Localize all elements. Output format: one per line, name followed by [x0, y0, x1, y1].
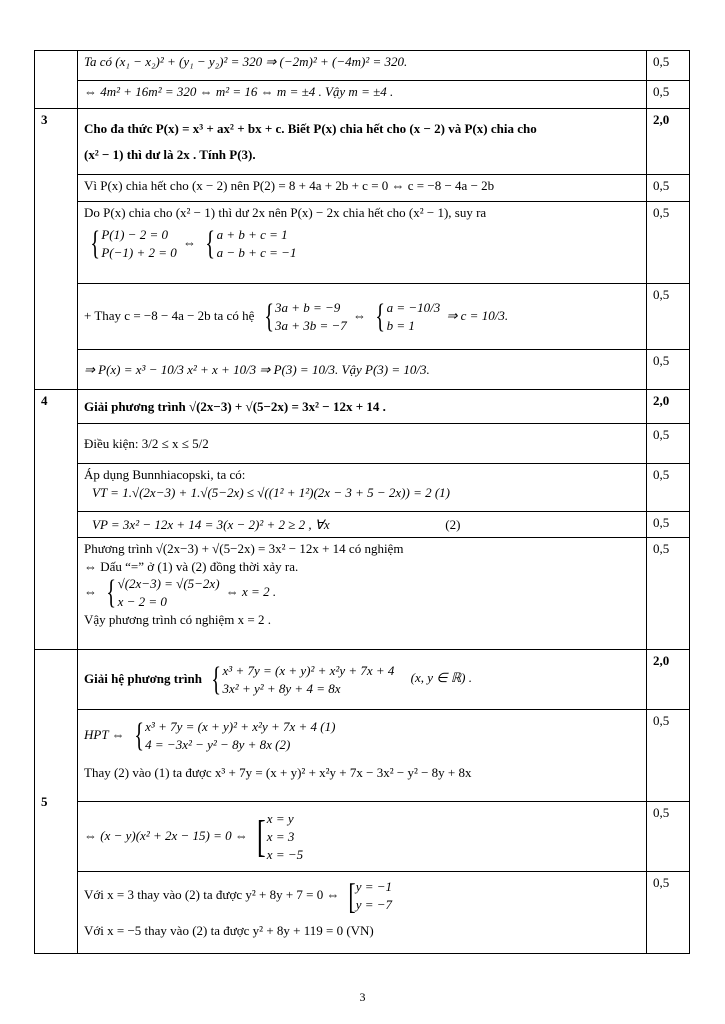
- problem-number-cell: [35, 51, 78, 109]
- solution-step: + Thay c = −8 − 4a − 2b ta có hệ { 3a + b = −9 3a + 3b = −7 ⇔ { a = −10/3 b = 1 ⇒ c = 10/3.: [78, 284, 647, 350]
- table-row: [35, 710, 690, 802]
- table-row: [35, 81, 690, 109]
- problem-statement: Cho đa thức P(x) = x³ + ax² + bx + c. Biết P(x) chia hết cho (x − 2) và P(x) chia cho (x² − 1) thì dư là 2x . Tính P(3).: [78, 109, 647, 175]
- problem-statement: Giải phương trình √(2x−3) + √(5−2x) = 3x² − 12x + 14 .: [78, 390, 647, 424]
- table-row: [35, 284, 690, 350]
- points-cell: 0,5: [647, 872, 690, 954]
- problem-number: 3: [35, 109, 78, 390]
- equation-system: { P(1) − 2 = 0 P(−1) + 2 = 0: [90, 224, 177, 262]
- solution-step: Áp dụng Bunnhiacopski, ta có: VT = 1.√(2x−3) + 1.√(5−2x) ≤ √((1² + 1²)(2x − 3 + 5 − 2x)) = 2 (1): [78, 464, 647, 512]
- points-cell: 0,5: [647, 710, 690, 802]
- table-row: [35, 109, 690, 175]
- solution-step: ⇔ 4m² + 16m² = 320 ⇔ m² = 16 ⇔ m = ±4 . Vậy m = ±4 .: [78, 81, 647, 109]
- table-row: [35, 390, 690, 424]
- points-cell: 0,5: [647, 538, 690, 650]
- solution-step: Ta có (x₁ − x₂)² + (y₁ − y₂)² = 320 ⇒ (−2m)² + (−4m)² = 320.: [78, 51, 647, 81]
- points-cell: 0,5: [647, 802, 690, 872]
- points-cell: 2,0: [647, 390, 690, 424]
- equation-system: { 3a + b = −9 3a + 3b = −7: [263, 297, 347, 335]
- equation-system: { x³ + 7y = (x + y)² + x²y + 7x + 4 (1) 4 = −3x² − y² − 8y + 8x (2): [134, 717, 336, 754]
- solution-set: [ y = −1 y = −7: [348, 876, 393, 916]
- points-cell: 0,5: [647, 175, 690, 202]
- table-row: [35, 51, 690, 81]
- table-row: [35, 872, 690, 954]
- solution-step: HPT ⇔ { x³ + 7y = (x + y)² + x²y + 7x + 4 (1) 4 = −3x² − y² − 8y + 8x (2) Thay (2) vào (1) ta được x³ + 7y = (x + y)² + x²y + 7x − 3x² − y² − 8y + 8x: [78, 710, 647, 802]
- equation-system: { √(2x−3) = √(5−2x) x − 2 = 0: [106, 574, 220, 612]
- points-cell: 2,0: [647, 650, 690, 710]
- solution-step: Điều kiện: 3/2 ≤ x ≤ 5/2: [78, 424, 647, 464]
- table-row: [35, 802, 690, 872]
- problem-number: 5: [35, 650, 78, 954]
- problem-number: 4: [35, 390, 78, 650]
- points-cell: 0,5: [647, 81, 690, 109]
- solution-step: ⇒ P(x) = x³ − 10/3 x² + x + 10/3 ⇒ P(3) = 10/3. Vậy P(3) = 10/3.: [78, 350, 647, 390]
- solution-table: [34, 50, 690, 954]
- points-cell: 2,0: [647, 109, 690, 175]
- table-row: [35, 650, 690, 710]
- table-row: [35, 424, 690, 464]
- equation-system: { a + b + c = 1 a − b + c = −1: [205, 224, 297, 262]
- solution-step: ⇔ (x − y)(x² + 2x − 15) = 0 ⇔ [ x = y x = 3 x = −5: [78, 802, 647, 872]
- points-cell: 0,5: [647, 284, 690, 350]
- table-row: [35, 202, 690, 284]
- solution-step: Với x = 3 thay vào (2) ta được y² + 8y + 7 = 0 ⇔ [ y = −1 y = −7 Với x = −5 thay vào (2) ta được y² + 8y + 119 = 0 (VN): [78, 872, 647, 954]
- table-row: [35, 538, 690, 650]
- solution-step: Vì P(x) chia hết cho (x − 2) nên P(2) = 8 + 4a + 2b + c = 0 ⇔ c = −8 − 4a − 2b: [78, 175, 647, 202]
- table-row: [35, 464, 690, 512]
- solution-step: VP = 3x² − 12x + 14 = 3(x − 2)² + 2 ≥ 2 , ∀x (2): [78, 512, 647, 538]
- points-cell: 0,5: [647, 512, 690, 538]
- table-row: [35, 175, 690, 202]
- points-cell: 0,5: [647, 51, 690, 81]
- points-cell: 0,5: [647, 350, 690, 390]
- table-row: [35, 350, 690, 390]
- equation-system: { a = −10/3 b = 1: [375, 297, 441, 335]
- solution-set: [ x = y x = 3 x = −5: [257, 810, 304, 862]
- page-number: 3: [359, 990, 366, 1004]
- points-cell: 0,5: [647, 424, 690, 464]
- equation-system: { x³ + 7y = (x + y)² + x²y + 7x + 4 3x² + y² + 8y + 4 = 8x: [211, 660, 395, 698]
- points-cell: 0,5: [647, 202, 690, 284]
- solution-step: Phương trình √(2x−3) + √(5−2x) = 3x² − 12x + 14 có nghiệm ⇔ Dấu “=” ở (1) và (2) đồng thời xảy ra. ⇔ { √(2x−3) = √(5−2x) x − 2 = 0 ⇔ x = 2 . Vậy phương trình có nghiệm x = 2 .: [78, 538, 647, 650]
- problem-statement: Giải hệ phương trình { x³ + 7y = (x + y)² + x²y + 7x + 4 3x² + y² + 8y + 4 = 8x (x, y ∈ ℝ) .: [78, 650, 647, 710]
- table-row: [35, 512, 690, 538]
- points-cell: 0,5: [647, 464, 690, 512]
- solution-step: Do P(x) chia cho (x² − 1) thì dư 2x nên P(x) − 2x chia hết cho (x² − 1), suy ra { P(1) − 2 = 0 P(−1) + 2 = 0 ⇔ { a + b + c = 1 a − b + c = −1: [78, 202, 647, 284]
